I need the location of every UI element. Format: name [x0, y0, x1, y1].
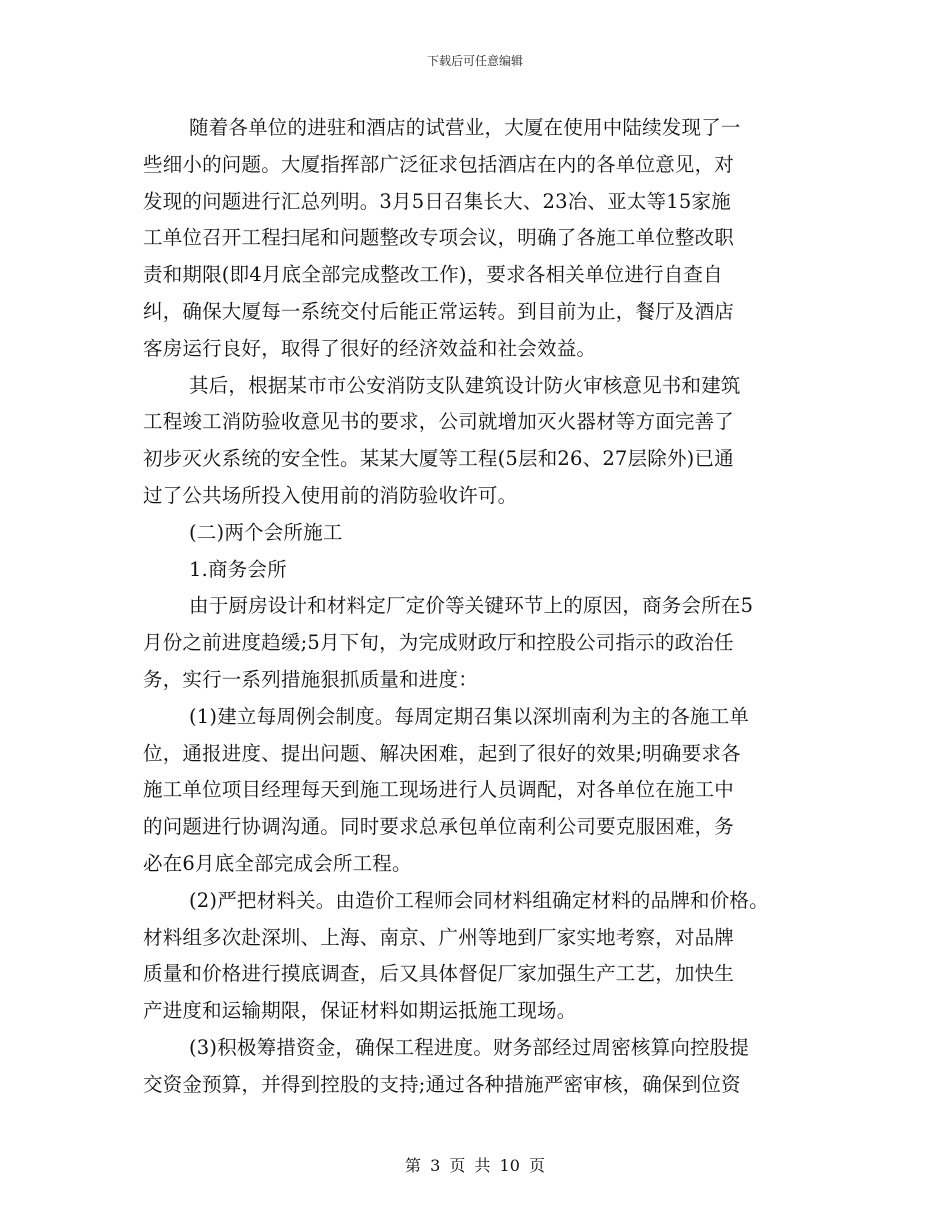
- text-line: 产进度和运输期限，保证材料如期运抵施工现场。: [143, 999, 577, 1023]
- text-line: 必在6月底全部完成会所工程。: [143, 851, 412, 875]
- text-line: 月份之前进度趋缓;5月下旬，为完成财政厅和控股公司指示的政治任: [143, 631, 734, 655]
- text-line: 工程竣工消防验收意见书的要求，公司就增加灭火器材等方面完善了: [143, 410, 735, 434]
- text-line: 初步灭火系统的安全性。某某大厦等工程(5层和26、27层除外)已通: [143, 447, 734, 471]
- text-line: 位，通报进度、提出问题、解决困难，起到了很好的效果;明确要求各: [143, 741, 741, 765]
- page-header: 下载后可任意编辑: [426, 54, 523, 68]
- text-line: 施工单位项目经理每天到施工现场进行人员调配，对各单位在施工中: [143, 778, 735, 802]
- text-line: 材料组多次赴深圳、上海、南京、广州等地到厂家实地考察，对品牌: [143, 925, 735, 949]
- text-line: 责和期限(即4月底全部完成整改工作)，要求各相关单位进行自查自: [143, 263, 723, 287]
- document-body: [143, 110, 823, 1104]
- text-line: 务，实行一系列措施狠抓质量和进度：: [143, 667, 478, 691]
- text-line: (2)严把材料关。由造价工程师会同材料组确定材料的品牌和价格。: [189, 888, 769, 912]
- text-line: (3)积极筹措资金，确保工程进度。财务部经过周密核算向控股提: [189, 1035, 750, 1059]
- text-line: (1)建立每周例会制度。每周定期召集以深圳南利为主的各施工单: [189, 704, 750, 728]
- text-line: 交资金预算，并得到控股的支持;通过各种措施严密审核，确保到位资: [143, 1072, 741, 1096]
- text-line: 由于厨房设计和材料定厂定价等关键环节上的原因，商务会所在5: [189, 594, 754, 618]
- text-line: 的问题进行协调沟通。同时要求总承包单位南利公司要克服困难，务: [143, 815, 735, 839]
- text-line: 过了公共场所投入使用前的消防验收许可。: [143, 483, 518, 507]
- text-line: 些细小的问题。大厦指挥部广泛征求包括酒店在内的各单位意见，对: [143, 152, 735, 176]
- text-line: 发现的问题进行汇总列明。3月5日召集长大、23冶、亚太等15家施: [143, 189, 731, 213]
- text-line: 其后，根据某市市公安消防支队建筑设计防火审核意见书和建筑: [189, 373, 741, 397]
- text-line: 工单位召开工程扫尾和问题整改专项会议，明确了各施工单位整改职: [143, 226, 735, 250]
- text-line: 客房运行良好，取得了很好的经济效益和社会效益。: [143, 336, 597, 360]
- page-footer: 第 3 页 共 10 页: [405, 1156, 545, 1175]
- text-line: 1.商务会所: [189, 557, 287, 581]
- text-line: 纠，确保大厦每一系统交付后能正常运转。到目前为止，餐厅及酒店: [143, 299, 735, 323]
- text-line: 随着各单位的进驻和酒店的试营业，大厦在使用中陆续发现了一: [189, 116, 741, 139]
- text-line: (二)两个会所施工: [189, 520, 343, 544]
- text-line: 质量和价格进行摸底调查，后又具体督促厂家加强生产工艺，加快生: [143, 962, 735, 986]
